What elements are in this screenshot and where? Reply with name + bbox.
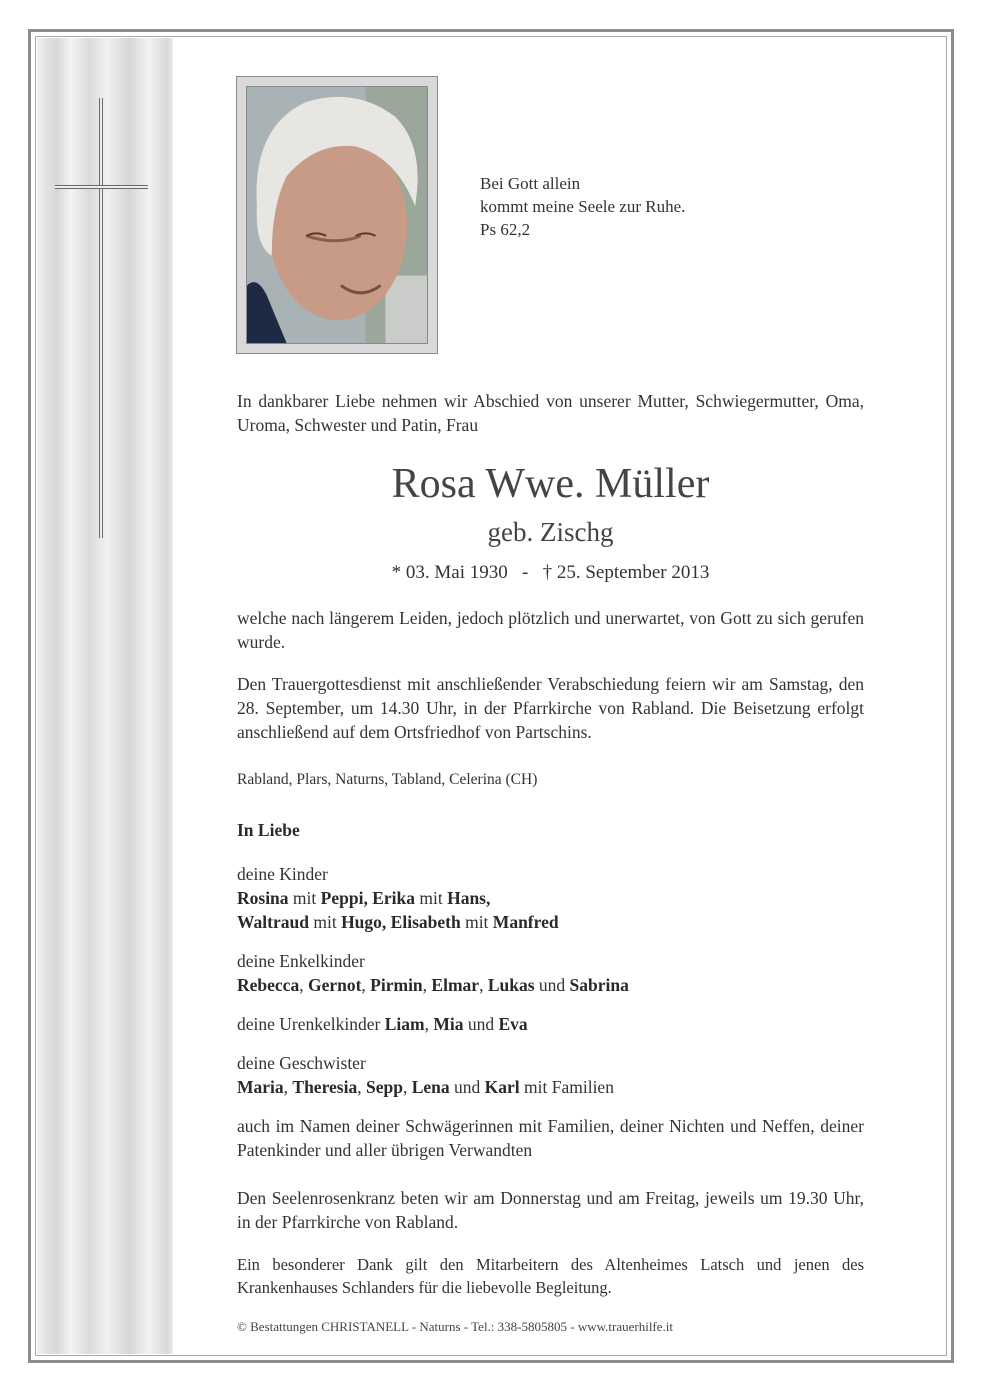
siblings-label: deine Geschwister xyxy=(237,1053,366,1073)
intro-text: In dankbarer Liebe nehmen wir Abschied von unserer Mutter, Schwiegermutter, Oma, Uroma, Schwester und Patin, Frau xyxy=(237,391,864,435)
cross-vertical xyxy=(99,98,103,538)
quote-reference: Ps 62,2 xyxy=(480,220,531,239)
children-line-2: Waltraud mit Hugo, Elisabeth mit Manfred xyxy=(237,912,559,932)
thanks-text: Ein besonderer Dank gilt den Mitarbeitern des Altenheimes Latsch und jenen des Krankenhauses Schlanders für die liebevolle Begleitung. xyxy=(237,1255,864,1297)
grandchildren-label: deine Enkelkinder xyxy=(237,951,365,971)
maiden-name: geb. Zischg xyxy=(487,517,614,547)
quote-line-1: Bei Gott allein xyxy=(480,174,581,193)
deceased-name: Rosa Wwe. Müller xyxy=(391,461,710,507)
date-separator: - xyxy=(522,562,529,583)
relatives-text: auch im Namen deiner Schwägerinnen mit Familien, deiner Nichten und Neffen, deiner Patenkinder und aller übrigen Verwandten xyxy=(237,1116,864,1160)
passing-text: welche nach längerem Leiden, jedoch plötzlich und unerwartet, von Gott zu sich gerufen wurde. xyxy=(237,608,864,652)
portrait-photo xyxy=(246,86,428,344)
birth-date: * 03. Mai 1930 xyxy=(391,562,508,583)
cross-horizontal xyxy=(55,185,148,189)
curtain-decoration xyxy=(37,38,173,1354)
footer-credit: © Bestattungen CHRISTANELL - Naturns - Tel.: 338-5805805 - www.trauerhilfe.it xyxy=(237,1319,674,1334)
service-text: Den Trauergottesdienst mit anschließender Verabschiedung feiern wir am Samstag, den 28. September, um 14.30 Uhr, in der Pfarrkirche von Rabland. Die Beisetzung erfolgt anschließend auf dem Ortsfriedhof von Partschins. xyxy=(237,674,864,742)
grandchildren-line: Rebecca, Gernot, Pirmin, Elmar, Lukas und Sabrina xyxy=(237,975,629,995)
death-date: † 25. September 2013 xyxy=(542,562,710,583)
in-love-heading: In Liebe xyxy=(237,820,300,840)
portrait-illustration xyxy=(247,87,427,343)
children-label: deine Kinder xyxy=(237,864,328,884)
siblings-line: Maria, Theresia, Sepp, Lena und Karl mit Familien xyxy=(237,1077,614,1097)
portrait-frame xyxy=(236,76,438,354)
children-line-1: Rosina mit Peppi, Erika mit Hans, xyxy=(237,888,491,908)
places-line: Rabland, Plars, Naturns, Tabland, Celerina (CH) xyxy=(237,771,538,788)
rosary-text: Den Seelenrosenkranz beten wir am Donnerstag und am Freitag, jeweils um 19.30 Uhr, in der Pfarrkirche von Rabland. xyxy=(237,1188,864,1232)
great-grandchildren-line: deine Urenkelkinder Liam, Mia und Eva xyxy=(237,1014,528,1034)
bible-quote xyxy=(480,172,685,241)
life-dates xyxy=(237,560,864,586)
quote-line-2: kommt meine Seele zur Ruhe. xyxy=(480,197,686,216)
